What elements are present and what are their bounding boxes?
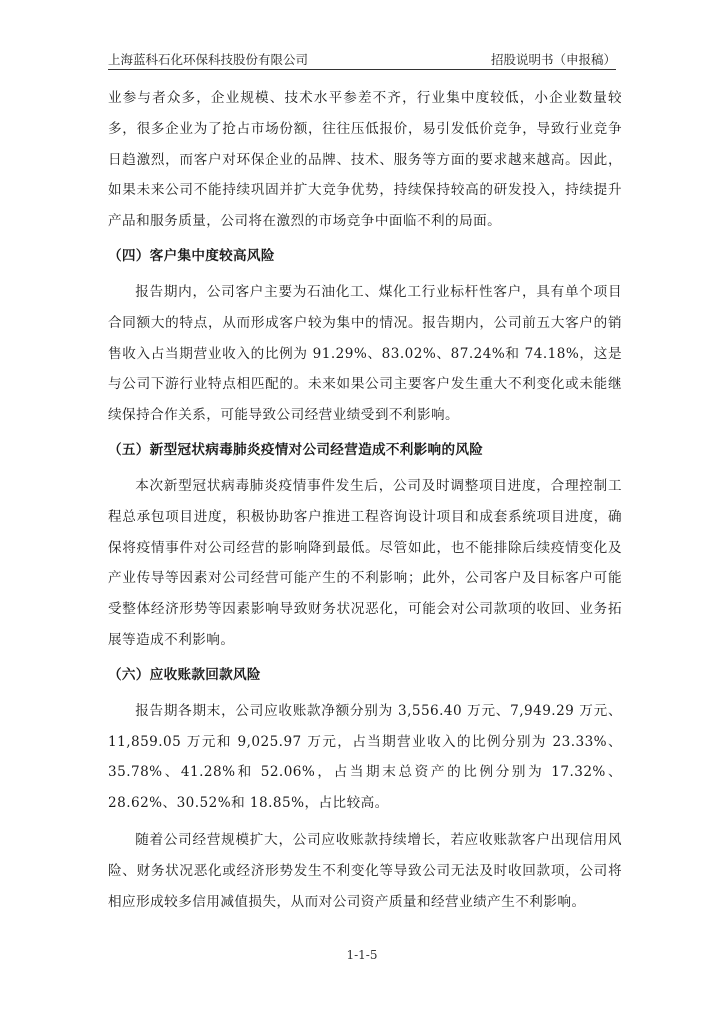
paragraph-competition-continued: 业参与者众多，企业规模、技术水平参差不齐，行业集中度较低，小企业数量较多，很多企业为了抢占市场份额，往往压低报价，易引发低价竞争，导致行业竞争日趋激烈，而客户对环保企业的品牌、技术、服务等方面的要求越来越高。因此，如果未来公司不能持续巩固并扩大竞争优势，持续保持较高的研发投入，持续提升产品和服务质量，公司将在激烈的市场竞争中面临不利的局面。 bbox=[108, 90, 622, 230]
paragraph-covid-risk: 本次新型冠状病毒肺炎疫情事件发生后，公司及时调整项目进度，合理控制工程总承包项目进度，积极协助客户推进工程咨询设计项目和成套系统项目进度，确保将疫情事件对公司经营的影响降到最低。尽管如此，也不能排除后续疫情变化及产业传导等因素对公司经营可能产生的不利影响；此外，公司客户及目标客户可能受整体经济形势等因素影响导致财务状况恶化，可能会对公司款项的收回、业务拓展等造成不利影响。 bbox=[108, 477, 622, 648]
section-heading-covid-risk: （五）新型冠状病毒肺炎疫情对公司经营造成不利影响的风险 bbox=[108, 441, 484, 458]
section-heading-receivables-risk: （六）应收账款回款风险 bbox=[108, 666, 261, 683]
paragraph-receivables-balance: 报告期各期末，公司应收账款净额分别为 3,556.40 万元、7,949.29 万元、11,859.05 万元和 9,025.97 万元，占当期营业收入的比例分别为 23.33%、35.78%、41.28%和 52.06%，占当期末总资产的比例分别为 17.32%、28.62%、30.52%和 18.85%，占比较高。 bbox=[108, 702, 622, 812]
header-document-type: 招股说明书（申报稿） bbox=[490, 52, 616, 67]
page-header bbox=[108, 50, 616, 68]
header-company-name: 上海蓝科石化环保科技股份有限公司 bbox=[108, 52, 309, 67]
header-divider bbox=[108, 69, 616, 70]
paragraph-receivables-impact: 随着公司经营规模扩大，公司应收账款持续增长，若应收账款客户出现信用风险、财务状况恶化或经济形势发生不利变化等导致公司无法及时收回款项，公司将相应形成较多信用减值损失，从而对公司资产质量和经营业绩产生不利影响。 bbox=[108, 831, 622, 910]
paragraph-customer-concentration: 报告期内，公司客户主要为石油化工、煤化工行业标杆性客户，具有单个项目合同额大的特点，从而形成客户较为集中的情况。报告期内，公司前五大客户的销售收入占当期营业收入的比例为 91.29%、83.02%、87.24%和 74.18%，这是与公司下游行业特点相匹配的。未来如果公司主要客户发生重大不利变化或未能继续保持合作关系，可能导致公司经营业绩受到不利影响。 bbox=[108, 283, 622, 424]
document-body bbox=[108, 83, 622, 917]
page-number: 1-1-5 bbox=[346, 948, 378, 962]
section-heading-customer-concentration: （四）客户集中度较高风险 bbox=[108, 247, 275, 264]
